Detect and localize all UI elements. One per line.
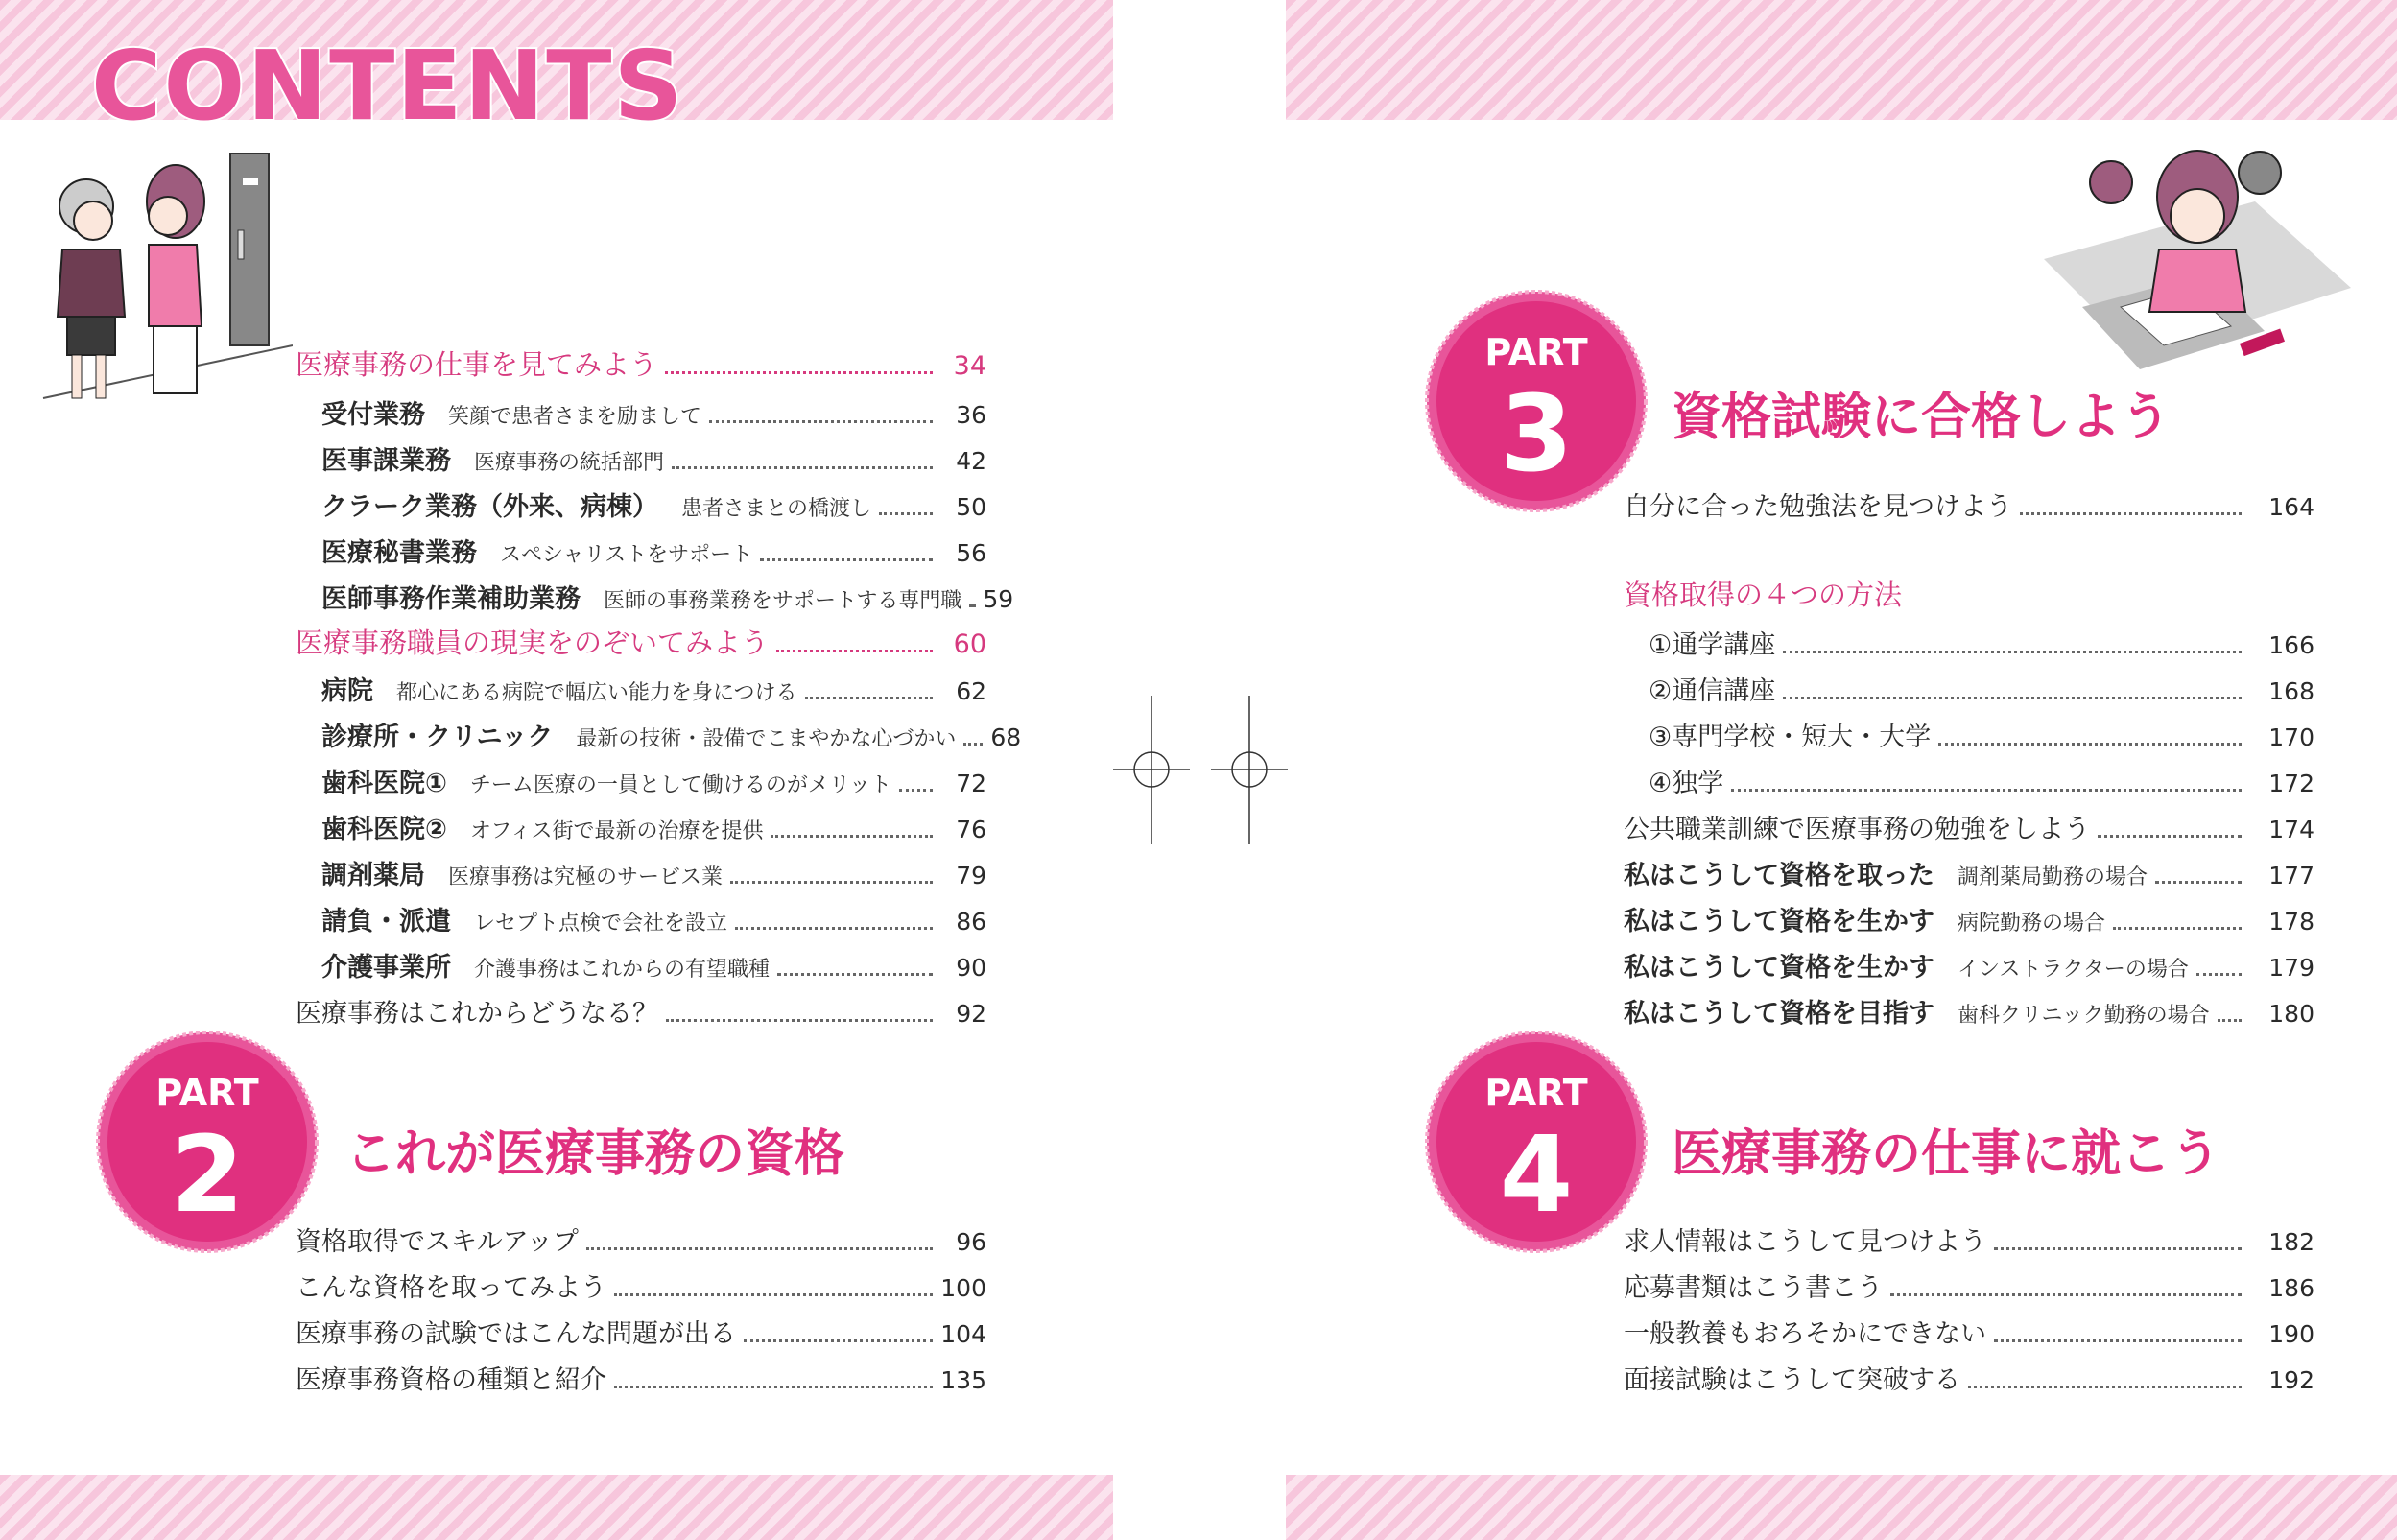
leader-dots xyxy=(614,1293,933,1296)
toc-entry[interactable]: 医療事務の試験ではこんな問題が出る 104 xyxy=(296,1319,986,1349)
toc-section-heading[interactable]: 医療事務の仕事を見てみよう 34 xyxy=(296,348,986,381)
leader-dots xyxy=(672,466,933,469)
leader-dots xyxy=(709,420,933,423)
toc-entry[interactable]: ③専門学校・短大・大学 170 xyxy=(1649,723,2314,752)
crop-mark-left xyxy=(1113,696,1190,849)
toc-entry[interactable]: 診療所・クリニック 最新の技術・設備でこまやかな心づかい 68 xyxy=(321,723,1022,752)
leader-dots xyxy=(730,881,933,884)
toc-entry[interactable]: クラーク業務（外来、病棟） 患者さまとの橋渡し 50 xyxy=(321,492,986,522)
part2-badge xyxy=(94,1029,320,1255)
toc-entry[interactable]: 歯科医院① チーム医療の一員として働けるのがメリット 72 xyxy=(321,769,986,798)
toc-entry[interactable]: 病院 都心にある病院で幅広い能力を身につける 62 xyxy=(321,676,986,706)
leader-dots xyxy=(2113,927,2242,930)
toc-entry[interactable]: 私はこうして資格を生かす 病院勤務の場合 178 xyxy=(1624,907,2314,936)
leader-dots xyxy=(1994,1247,2242,1250)
toc-entry[interactable]: 医療事務はこれからどうなる？ 92 xyxy=(296,999,986,1029)
leader-dots xyxy=(744,1339,933,1342)
leader-dots xyxy=(969,604,975,607)
students-studying-illustration xyxy=(2025,144,2361,384)
toc-entry[interactable]: 受付業務 笑顔で患者さまを励まして 36 xyxy=(321,400,986,430)
methods-heading: 資格取得の４つの方法 xyxy=(1624,579,1903,611)
leader-dots xyxy=(777,973,933,976)
leader-dots xyxy=(2020,512,2242,515)
toc-entry[interactable]: 私はこうして資格を取った 調剤薬局勤務の場合 177 xyxy=(1624,861,2314,890)
part3-badge xyxy=(1423,288,1649,514)
toc-entry[interactable]: 医療秘書業務 スペシャリストをサポート 56 xyxy=(321,538,986,568)
footer-stripe-left xyxy=(0,1475,1113,1540)
toc-entry[interactable]: 介護事業所 介護事務はこれからの有望職種 90 xyxy=(321,953,986,983)
part3-badge-number: 3 xyxy=(1499,372,1574,495)
leader-dots xyxy=(1783,697,2242,699)
toc-entry[interactable]: 私はこうして資格を目指す 歯科クリニック勤務の場合 180 xyxy=(1624,999,2314,1029)
footer-stripe-right xyxy=(1286,1475,2397,1540)
leader-dots xyxy=(665,371,933,374)
leader-dots xyxy=(1890,1293,2242,1296)
toc-entry[interactable]: 調剤薬局 医療事務は究極のサービス業 79 xyxy=(321,861,986,890)
leader-dots xyxy=(2218,1019,2242,1022)
toc-entry[interactable]: ②通信講座 168 xyxy=(1649,676,2314,706)
toc-entry[interactable]: 応募書類はこう書こう 186 xyxy=(1624,1273,2314,1303)
toc-entry[interactable]: ①通学講座 166 xyxy=(1649,630,2314,660)
part4-badge-number: 4 xyxy=(1499,1113,1574,1236)
toc-entry[interactable]: 公共職業訓練で医療事務の勉強をしよう 174 xyxy=(1624,815,2314,844)
toc-entry[interactable]: 資格取得でスキルアップ 96 xyxy=(296,1227,986,1257)
part4-badge xyxy=(1423,1029,1649,1255)
leader-dots xyxy=(2155,881,2242,884)
part4-title: 医療事務の仕事に就こう xyxy=(1672,1125,2221,1183)
leader-dots xyxy=(776,650,933,652)
leader-dots xyxy=(963,743,983,746)
leader-dots xyxy=(1731,789,2242,792)
toc-entry[interactable]: 歯科医院② オフィス街で最新の治療を提供 76 xyxy=(321,815,986,844)
leader-dots xyxy=(879,512,933,515)
leader-dots xyxy=(666,1019,933,1022)
leader-dots xyxy=(805,697,933,699)
part2-badge-word: PART xyxy=(155,1072,259,1114)
leader-dots xyxy=(614,1386,933,1388)
toc-entry[interactable]: 求人情報はこうして見つけよう 182 xyxy=(1624,1227,2314,1257)
leader-dots xyxy=(1783,651,2242,653)
toc-entry[interactable]: 自分に合った勉強法を見つけよう 164 xyxy=(1624,492,2314,522)
toc-entry[interactable]: 医師事務作業補助業務 医師の事務業務をサポートする専門職 59 xyxy=(321,584,1014,614)
part2-badge-number: 2 xyxy=(170,1113,245,1236)
part3-title: 資格試験に合格しよう xyxy=(1672,389,2172,446)
toc-entry[interactable]: 私はこうして資格を生かす インストラクターの場合 179 xyxy=(1624,953,2314,983)
header-stripe-right xyxy=(1286,0,2397,120)
leader-dots xyxy=(586,1247,933,1250)
leader-dots xyxy=(2196,973,2242,976)
toc-entry[interactable]: ④独学 172 xyxy=(1649,769,2314,798)
toc-entry[interactable]: こんな資格を取ってみよう 100 xyxy=(296,1273,986,1303)
toc-entry[interactable]: 医事課業務 医療事務の統括部門 42 xyxy=(321,446,986,476)
part2-title: これが医療事務の資格 xyxy=(345,1125,845,1183)
crop-mark-right xyxy=(1211,696,1288,849)
leader-dots xyxy=(735,927,933,930)
part4-badge-word: PART xyxy=(1484,1072,1588,1114)
part3-badge-word: PART xyxy=(1484,331,1588,373)
toc-entry[interactable]: 面接試験はこうして突破する 192 xyxy=(1624,1365,2314,1395)
toc-entry[interactable]: 請負・派遣 レセプト点検で会社を設立 86 xyxy=(321,907,986,936)
toc-entry[interactable]: 一般教養もおろそかにできない 190 xyxy=(1624,1319,2314,1349)
leader-dots xyxy=(1938,743,2242,746)
receptionist-and-patient-illustration xyxy=(34,149,293,417)
leader-dots xyxy=(771,835,933,838)
leader-dots xyxy=(2098,835,2242,838)
leader-dots xyxy=(760,558,933,561)
toc-entry[interactable]: 医療事務資格の種類と紹介 135 xyxy=(296,1365,986,1395)
toc-section-heading[interactable]: 医療事務職員の現実をのぞいてみよう 60 xyxy=(296,627,986,659)
contents-title: CONTENTS xyxy=(91,30,685,142)
leader-dots xyxy=(1994,1339,2242,1342)
leader-dots xyxy=(1968,1386,2242,1388)
leader-dots xyxy=(899,789,933,792)
